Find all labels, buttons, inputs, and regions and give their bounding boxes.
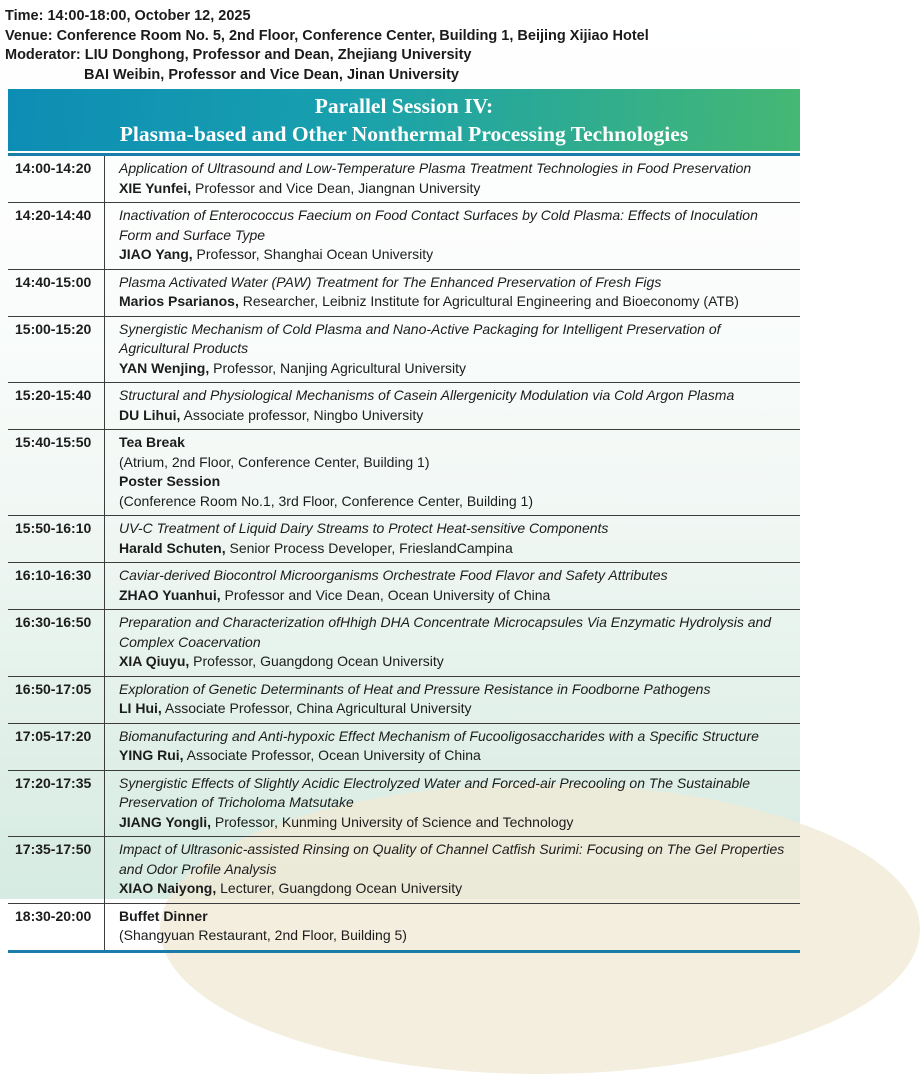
banner-title-line2: Plasma-based and Other Nonthermal Processing Technologies bbox=[119, 122, 689, 146]
speaker-line: Marios Psarianos, Researcher, Leibniz Institute for Agricultural Engineering and Bioeconomy (ATB) bbox=[119, 293, 739, 309]
schedule-row bbox=[8, 677, 800, 724]
speaker-name: Harald Schuten, bbox=[119, 539, 226, 556]
session-banner bbox=[8, 89, 800, 151]
time-cell: 14:00-14:20 bbox=[8, 156, 105, 202]
time-cell: 17:05-17:20 bbox=[8, 724, 105, 770]
time-cell: 15:00-15:20 bbox=[8, 317, 105, 383]
session-cell bbox=[105, 677, 800, 723]
session-cell bbox=[105, 156, 800, 202]
talk-title: Preparation and Characterization ofHhigh DHA Concentrate Microcapsules Via Enzymatic Hydrolysis and Complex Coacervation bbox=[119, 614, 772, 650]
event-name: Poster Session bbox=[119, 473, 221, 489]
schedule-row bbox=[8, 317, 800, 384]
session-cell bbox=[105, 837, 800, 903]
schedule-row bbox=[8, 771, 800, 838]
speaker-line: DU Lihui, Associate professor, Ningbo University bbox=[119, 406, 424, 423]
speaker-name: YAN Wenjing, bbox=[119, 359, 210, 376]
time-cell: 16:50-17:05 bbox=[8, 677, 105, 723]
speaker-line: XIA Qiuyu, Professor, Guangdong Ocean University bbox=[119, 653, 444, 669]
speaker-name: ZHAO Yuanhui, bbox=[119, 586, 221, 603]
talk-title: Caviar-derived Biocontrol Microorganisms Orchestrate Food Flavor and Safety Attributes bbox=[119, 567, 668, 583]
session-cell bbox=[105, 270, 800, 316]
schedule-row bbox=[8, 516, 800, 563]
speaker-line: ZHAO Yuanhui, Professor and Vice Dean, Ocean University of China bbox=[119, 586, 551, 603]
talk-title: Impact of Ultrasonic-assisted Rinsing on Quality of Channel Catfish Surimi: Focusing on The Gel Properties and Odor Profile Analysis bbox=[119, 841, 785, 877]
schedule-row bbox=[8, 156, 800, 203]
moderator-line: Moderator: LIU Donghong, Professor and Dean, Zhejiang University bbox=[5, 47, 472, 63]
time-cell: 15:40-15:50 bbox=[8, 430, 105, 515]
session-cell bbox=[105, 317, 800, 383]
talk-title: Plasma Activated Water (PAW) Treatment for The Enhanced Preservation of Fresh Figs bbox=[119, 273, 662, 290]
session-cell bbox=[105, 563, 800, 609]
time-cell: 16:10-16:30 bbox=[8, 563, 105, 609]
event-name: Buffet Dinner bbox=[119, 907, 208, 924]
schedule-row bbox=[8, 430, 800, 516]
speaker-name: YING Rui, bbox=[119, 747, 184, 763]
time-cell: 17:35-17:50 bbox=[8, 837, 105, 903]
event-location: (Conference Room No.1, 3rd Floor, Conference Center, Building 1) bbox=[119, 492, 533, 509]
speaker-name: XIE Yunfei, bbox=[119, 179, 192, 196]
session-cell bbox=[105, 203, 800, 269]
talk-title: UV-C Treatment of Liquid Dairy Streams to Protect Heat-sensitive Components bbox=[119, 520, 609, 536]
speaker-line: LI Hui, Associate Professor, China Agricultural University bbox=[119, 700, 472, 716]
speaker-name: JIAO Yang, bbox=[119, 246, 193, 262]
schedule-row bbox=[8, 383, 800, 430]
session-cell bbox=[105, 383, 800, 429]
time-cell: 14:20-14:40 bbox=[8, 203, 105, 269]
schedule-row bbox=[8, 837, 800, 904]
schedule-row bbox=[8, 610, 800, 677]
speaker-line: YING Rui, Associate Professor, Ocean University of China bbox=[119, 747, 481, 763]
session-cell bbox=[105, 610, 800, 676]
speaker-line: XIE Yunfei, Professor and Vice Dean, Jiangnan University bbox=[119, 179, 481, 196]
talk-title: Inactivation of Enterococcus Faecium on Food Contact Surfaces by Cold Plasma: Effects of Inoculation Form and Surface Type bbox=[119, 207, 758, 243]
time-cell: 16:30-16:50 bbox=[8, 610, 105, 676]
event-location: (Atrium, 2nd Floor, Conference Center, Building 1) bbox=[119, 453, 430, 470]
session-cell bbox=[105, 724, 800, 770]
speaker-line: Harald Schuten, Senior Process Developer, FrieslandCampina bbox=[119, 539, 513, 556]
time-cell: 17:20-17:35 bbox=[8, 771, 105, 837]
talk-title: Synergistic Mechanism of Cold Plasma and Nano-Active Packaging for Intelligent Preservation of Agricultural Products bbox=[119, 320, 721, 356]
speaker-name: LI Hui, bbox=[119, 700, 162, 716]
speaker-name: DU Lihui, bbox=[119, 406, 181, 423]
time-cell: 15:50-16:10 bbox=[8, 516, 105, 562]
talk-title: Exploration of Genetic Determinants of Heat and Pressure Resistance in Foodborne Pathogens bbox=[119, 680, 711, 697]
time-line: Time: 14:00-18:00, October 12, 2025 bbox=[5, 8, 251, 24]
schedule-row bbox=[8, 904, 800, 950]
schedule-row bbox=[8, 203, 800, 270]
schedule-table bbox=[8, 153, 800, 953]
talk-title: Synergistic Effects of Slightly Acidic Electrolyzed Water and Forced-air Precooling on The Sustainable Preservation of Tricholoma Matsutake bbox=[119, 774, 751, 810]
event-name: Tea Break bbox=[119, 434, 185, 450]
speaker-name: XIA Qiuyu, bbox=[119, 653, 190, 669]
time-cell: 18:30-20:00 bbox=[8, 904, 105, 950]
speaker-name: JIANG Yongli, bbox=[119, 813, 212, 830]
moderator-line-2: BAI Weibin, Professor and Vice Dean, Jinan University bbox=[84, 66, 459, 83]
speaker-name: Marios Psarianos, bbox=[119, 293, 239, 309]
schedule-row bbox=[8, 724, 800, 771]
speaker-line: YAN Wenjing, Professor, Nanjing Agricultural University bbox=[119, 359, 467, 376]
session-cell bbox=[105, 430, 800, 515]
speaker-line: XIAO Naiyong, Lecturer, Guangdong Ocean University bbox=[119, 880, 463, 896]
event-location: (Shangyuan Restaurant, 2nd Floor, Building 5) bbox=[119, 927, 407, 943]
talk-title: Application of Ultrasound and Low-Temperature Plasma Treatment Technologies in Food Preservation bbox=[119, 160, 752, 176]
session-cell bbox=[105, 516, 800, 562]
session-info-header bbox=[0, 0, 800, 89]
banner-title-line1: Parallel Session IV: bbox=[314, 94, 494, 118]
time-cell: 15:20-15:40 bbox=[8, 383, 105, 429]
session-cell bbox=[105, 904, 800, 950]
talk-title: Structural and Physiological Mechanisms of Casein Allergenicity Modulation via Cold Argon Plasma bbox=[119, 387, 735, 403]
venue-line: Venue: Conference Room No. 5, 2nd Floor, Conference Center, Building 1, Beijing Xijiao Hotel bbox=[5, 27, 649, 44]
schedule-row bbox=[8, 270, 800, 317]
schedule-row bbox=[8, 563, 800, 610]
speaker-name: XIAO Naiyong, bbox=[119, 880, 217, 896]
talk-title: Biomanufacturing and Anti-hypoxic Effect Mechanism of Fucooligosaccharides with a Specific Structure bbox=[119, 727, 759, 744]
session-cell bbox=[105, 771, 800, 837]
speaker-line: JIAO Yang, Professor, Shanghai Ocean University bbox=[119, 246, 434, 262]
time-cell: 14:40-15:00 bbox=[8, 270, 105, 316]
speaker-line: JIANG Yongli, Professor, Kunming University of Science and Technology bbox=[119, 813, 574, 830]
